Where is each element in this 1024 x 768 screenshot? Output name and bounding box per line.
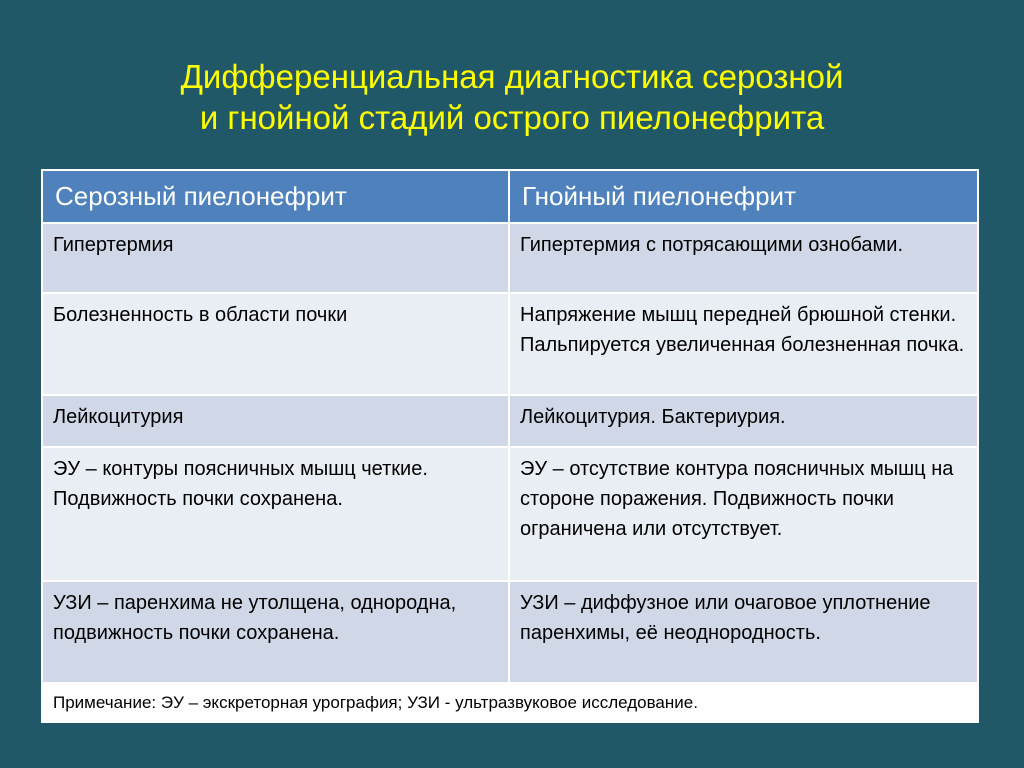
- cell-text: Гипертермия: [53, 234, 174, 256]
- table-row: [42, 581, 978, 683]
- cell-text: Лейкоцитурия: [53, 406, 184, 428]
- cell-text: УЗИ – диффузное или очаговое уплотнение паренхимы, её неоднородность.: [520, 592, 931, 644]
- table-note: Примечание: ЭУ – экскреторная урография; УЗИ - ультразвуковое исследование.: [42, 683, 978, 722]
- slide-title-line-1: Дифференциальная диагностика серозной: [180, 58, 844, 95]
- table-row: [42, 447, 978, 581]
- comparison-table: [41, 169, 979, 723]
- table-row: [42, 395, 978, 447]
- cell-text: Напряжение мышц передней брюшной стенки. Пальпируется увеличенная болезненная почка.: [520, 304, 965, 356]
- cell-text: УЗИ – паренхима не утолщена, однородна, подвижность почки сохранена.: [53, 592, 457, 644]
- cell-text: ЭУ – контуры поясничных мышц четкие. Подвижность почки сохранена.: [53, 458, 428, 510]
- cell-serous: [42, 447, 509, 581]
- cell-purulent: [509, 293, 978, 395]
- slide-title: [0, 56, 1024, 138]
- cell-serous: [42, 223, 509, 293]
- cell-serous: [42, 293, 509, 395]
- cell-purulent: [509, 581, 978, 683]
- cell-purulent: [509, 223, 978, 293]
- header-purulent: Гнойный пиелонефрит: [509, 170, 978, 223]
- table-row: [42, 223, 978, 293]
- slide-title-line-2: и гнойной стадий острого пиелонефрита: [199, 99, 825, 136]
- cell-purulent: [509, 395, 978, 447]
- cell-serous: [42, 395, 509, 447]
- header-serous: Серозный пиелонефрит: [42, 170, 509, 223]
- table-row: [42, 293, 978, 395]
- cell-serous: [42, 581, 509, 683]
- cell-text: Лейкоцитурия. Бактериурия.: [520, 406, 786, 428]
- cell-text: Болезненность в области почки: [53, 304, 348, 326]
- table-header-row: [42, 170, 978, 223]
- cell-purulent: [509, 447, 978, 581]
- cell-text: ЭУ – отсутствие контура поясничных мышц на стороне поражения. Подвижность почки ограничена или отсутствует.: [520, 458, 954, 540]
- cell-text: Гипертермия с потрясающими ознобами.: [520, 234, 904, 256]
- table-note-row: [42, 683, 978, 722]
